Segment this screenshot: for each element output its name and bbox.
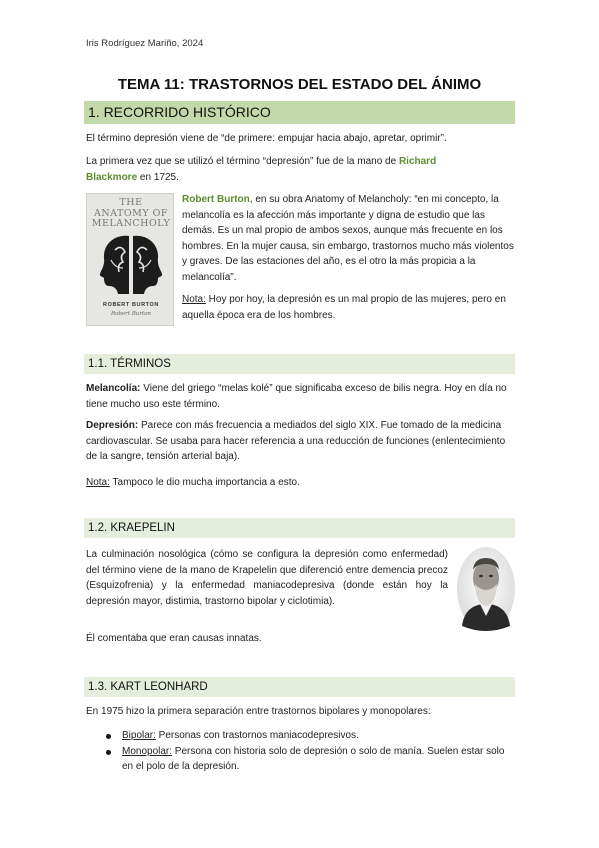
section-heading-terminos: 1.1. TÉRMINOS	[84, 354, 515, 374]
bullet-icon	[106, 734, 111, 739]
bullet-list-leonhard	[86, 728, 516, 775]
book-cover-title	[87, 198, 174, 230]
depresion-label: Depresión:	[86, 420, 139, 431]
paragraph-blackmore	[86, 154, 514, 185]
blackmore-name-last: Blackmore	[86, 171, 138, 183]
book-cover-image	[86, 193, 174, 326]
note-text: Tampoco le dio mucha importancia a esto.	[109, 477, 300, 488]
list-item-label: Bipolar:	[122, 730, 156, 741]
paragraph-etimologia: El término depresión viene de “de primere: empujar hacia abajo, apretar, oprimir”.	[86, 133, 447, 144]
list-item-text: Persona con historia solo de depresión o solo de manía. Suelen estar solo en el polo de la depresión.	[122, 745, 505, 772]
section-heading-kraepelin: 1.2. KRAEPELIN	[84, 518, 515, 538]
section-heading-leonhard: 1.3. KART LEONHARD	[84, 677, 515, 697]
paragraph-depresion	[86, 418, 514, 465]
burton-name: Robert Burton	[182, 194, 250, 205]
book-title-line-2: ANATOMY OF	[93, 207, 169, 219]
twin-heads-illustration	[95, 228, 167, 298]
depresion-text: Parece con más frecuencia a mediados del siglo XIX. Fue tomado de la medicina cardiovascular. Se usaba para hacer referencia a una reducción de funciones (enlentecimiento de la sangre, tensión arterial baja).	[86, 420, 506, 462]
book-cover-author: ROBERT BURTON	[103, 302, 159, 308]
melancolia-label: Melancolía:	[86, 383, 141, 394]
note-text: Hoy por hoy, la depresión es un mal propio de las mujeres, pero en aquella época era de los hombres.	[182, 294, 506, 321]
blackmore-text-before: La primera vez que se utilizó el término “depresión” fue de la mano de	[86, 156, 399, 167]
paragraph-leonhard-intro: En 1975 hizo la primera separación entre trastornos bipolares y monopolares:	[86, 706, 431, 717]
note-label: Nota:	[86, 477, 110, 488]
book-title-line-1: THE	[119, 197, 143, 208]
book-cover-signature: Robert Burton	[110, 311, 152, 317]
section-heading-recorrido: 1. RECORRIDO HISTÓRICO	[84, 101, 515, 124]
note-terminos	[86, 475, 514, 491]
blackmore-name-first: Richard	[398, 156, 437, 167]
burton-quote: , en su obra Anatomy of Melancholy: “en mi concepto, la melancolía es la afección más importante y digna de estudio que las demás. Es un mal propio de ambos sexos, aunque más frecuente en los hombres. En la mujer causa, sin embargo, trastornos mucho más violentos y graves. De las estaciones del año, es el otro la más propicia a la melancolía”.	[182, 194, 514, 283]
blackmore-text-after: en 1725.	[137, 171, 179, 183]
paragraph-kraepelin: La culminación nosológica (cómo se configura la depresión como enfermedad) del término viene de la mano de Krapelelin que diferenció entre demencia precoz (Esquizofrenia) y la enfermedad maniacodepresiva (donde están hoy la depresión mayor, distimia, trastorno bipolar y ciclotimia).	[86, 549, 448, 607]
list-item-text: Personas con trastornos maniacodepresivos.	[155, 730, 359, 741]
paragraph-melancolia	[86, 381, 514, 412]
author-line: Iris Rodríguez Mariño, 2024	[86, 38, 204, 49]
list-item-bipolar	[86, 728, 516, 744]
paragraph-burton	[182, 192, 515, 285]
list-item-label: Monopolar:	[122, 745, 173, 757]
note-label: Nota:	[182, 294, 206, 305]
note-burton	[182, 292, 515, 323]
book-title-line-3: MELANCHOLY	[91, 218, 171, 229]
paragraph-kraepelin-causas: Él comentaba que eran causas innatas.	[86, 633, 262, 644]
page-title: TEMA 11: TRASTORNOS DEL ESTADO DEL ÁNIMO	[117, 76, 482, 93]
bullet-icon	[106, 750, 111, 755]
melancolia-text: Viene del griego “melas kolé” que significaba exceso de bilis negra. Hoy en día no tiene mucho uso este término.	[86, 383, 507, 410]
list-item-monopolar	[86, 744, 516, 775]
kraepelin-portrait	[456, 546, 516, 632]
